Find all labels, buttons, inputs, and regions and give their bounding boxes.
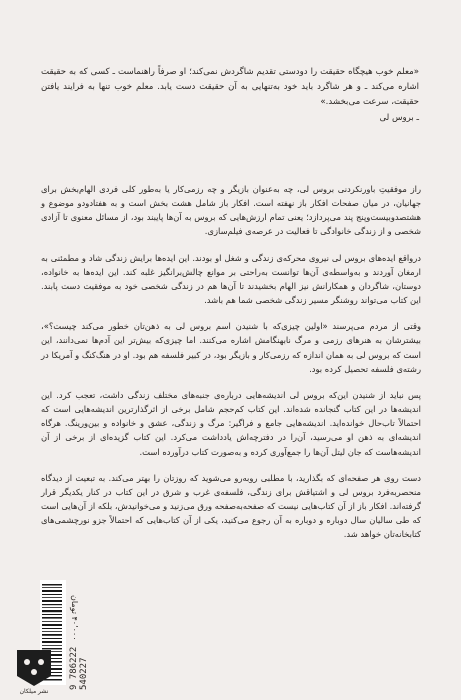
quote-author: ـ بروس لی [379, 112, 419, 123]
isbn-number: 9 786222 540227 [69, 646, 89, 690]
blurb-paragraph: درواقع ایده‌های بروس لی نیروی محرکه‌ی زندگی و شغل او بودند. این ایده‌ها برایش زندگی شاد و مطمئنی به ارمغان آوردند و به‌واسطه‌ی آن‌ها توانست به‌راحتی بر موانع چالش‌برانگیز غلبه کند. این ایده‌ها به خانواده، دوستان، شاگردان و همکارانش نیز الهام بخشیدند تا آن‌ها هم در زندگی شخصی خود به موفقیت دست پابند. این کتاب می‌تواند روشنگر مسیر زندگی شخصی شما هم باشد. [41, 252, 421, 306]
blurb-paragraph: دست روی هر صفحه‌ای که بگذارید، با مطلبی روبه‌رو می‌شوید که روزتان را بهتر می‌کند. به تبعیت از دیدگاه منحصربه‌فرد بروس لی و اشتیاقش برای زندگی، فلسفه‌ی غرب و شرق در این کتاب در کنار یکدیگر قرار گرفته‌اند. افکار باز از آن کتاب‌هایی نیست که صفحه‌به‌صفحه ورق می‌زنید و می‌خوانیدش، بلکه از آن‌هایی است که طی سالیان سال دوباره و دوباره به آن رجوع می‌کنید، یکی از آن کتاب‌هایی که احتمالاً جزو نورچشمی‌های کتابخانه‌تان خواهد شد. [41, 472, 421, 540]
price-label: ۴۰٬۰۰۰ تومان [70, 595, 79, 641]
publisher-logo-icon [15, 648, 53, 688]
blurb [41, 182, 421, 553]
blurb-paragraph: وقتی از مردم می‌پرسند «اولین چیزی‌که با شنیدن اسم بروس لی به ذهن‌تان خطور می‌کند چیست؟»، بیشترشان به هنرهای رزمی و مرگ نابهنگامش اشاره می‌کنند. اما چیزی‌که بیش‌تر این آدم‌ها نمی‌دانند، این است که بروس لی به همان اندازه که رزمی‌کار و بازیگر بود، در کبیر فلسفه هم بود. او در هنگ‌کنگ و آمریکا در رشته‌ی فلسفه تحصیل کرده بود. [41, 321, 421, 374]
quote-text: «معلم خوب هیچگاه حقیقت را دودستی تقدیم شاگردش نمی‌کند؛ او صرفاً راهنماست ـ کسی که به حقیقت اشاره می‌کند ـ و هر شاگرد باید خود به‌تنهایی به آن حقیقت دست یابد. معلم خوب تنها به فرایند یافتن حقیقت، سرعت می‌بخشد.» [41, 67, 419, 108]
publisher-name: نشر میلکان [19, 688, 49, 695]
blurb-paragraph: راز موفقیتِ باورنکردنی بروس لی، چه به‌عنوان بازیگر و چه رزمی‌کار یا به‌طور کلی فردی الهام‌بخش برای جهانیان، در میان صفحات افکار باز نهفته است. افکار باز شامل هشت بخش است و به هفتادودو موضوع و هشتصدوبیست‌وپنج پند می‌پردازد؛ یعنی تمام ارزش‌هایی که بروس به آن‌ها پایبند بود، از مسائل معنوی تا آزادی شخصی و از زندگی خانوادگی تا فعالیت در عرصه‌ی فیلم‌سازی. [41, 184, 421, 237]
blurb-paragraph: پس نباید از شنیدن این‌که بروس لی اندیشه‌هایی درباره‌ی جنبه‌های مختلف زندگی داشت، تعجب کرد. این اندیشه‌ها در این کتاب گنجانده شده‌اند. این کتاب کم‌حجم شامل برخی از اثرگذارترین اندیشه‌هایی است که احتمالاً تاب‌حال خوانده‌اید. اندیشه‌هایی جامع و فراگیر: مرگ و زندگی، عشق و خانواده و بین‌ورینگ. هرگاه اندیشه‌ای به ذهن او می‌رسید، آن‌را در دفترچه‌اش یادداشت می‌کرد. این کتاب گزیده‌ای از برخی از آن اندیشه‌هاست که جان لیتل آن‌ها را جمع‌آوری کرده و به‌صورت کتاب درآورده است. [41, 389, 421, 457]
epigraph-quote [41, 65, 419, 126]
